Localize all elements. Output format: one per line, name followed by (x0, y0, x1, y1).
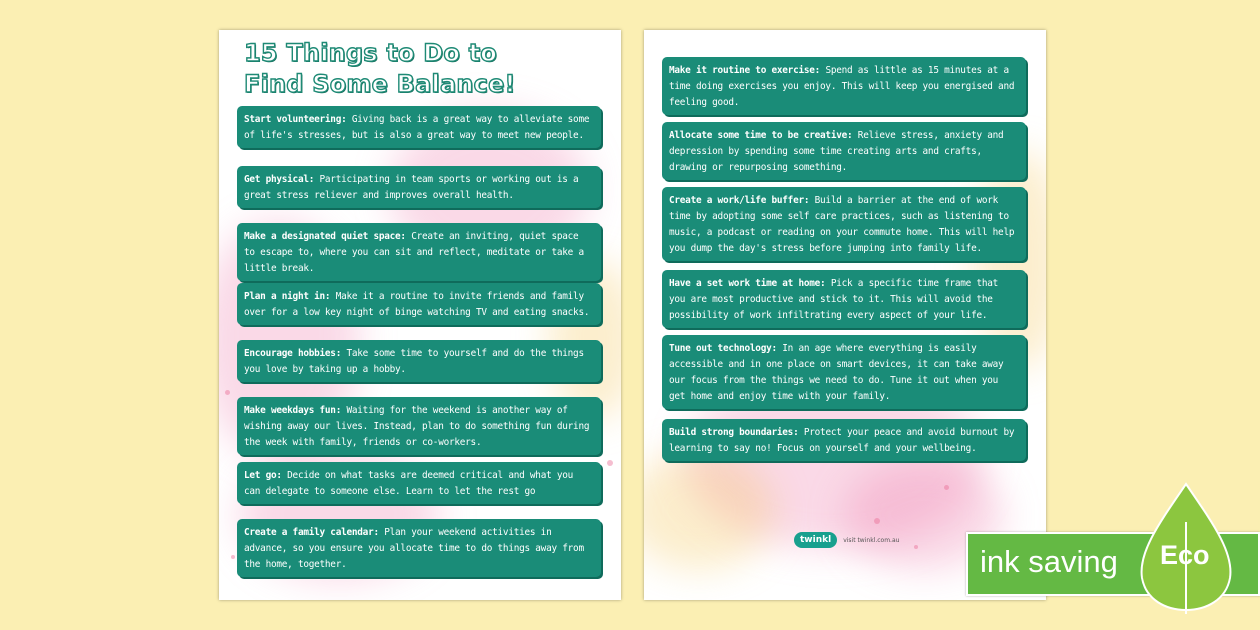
tip-text: Plan your weekend activities in advance, so you ensure you allocate time to do things away from the home, together. (244, 527, 584, 570)
tip-text: Make it a routine to invite friends and family over for a low key night of binge watching TV and eating snacks. (244, 291, 590, 318)
tip-card-get-physical (237, 166, 601, 208)
paint-dot (231, 555, 235, 559)
eco-banner-label: ink saving (980, 544, 1118, 579)
tip-card-creative (662, 122, 1026, 180)
logo-badge: twinkl (794, 532, 837, 548)
tip-text: Relieve stress, anxiety and depression by spending some time creating arts and crafts, drawing or repurposing something. (669, 130, 1004, 173)
tip-lead: Encourage hobbies: (244, 348, 342, 359)
tip-card-start-volunteering (237, 106, 601, 148)
paint-dot (225, 390, 230, 395)
tip-text: Pick a specific time frame that you are most productive and stick to it. This will avoid the possibility of work infiltrating every aspect of your life. (669, 278, 999, 321)
tip-text: Take some time to yourself and do the things you love by taking up a hobby. (244, 348, 584, 375)
tip-text: Build a barrier at the end of work time by adopting some self care practices, such as listening to music, a podcast or reading on your commute home. This will help you dump the day's stress before jumping into family life. (669, 195, 1015, 254)
page-title (244, 38, 516, 100)
tip-card-quiet-space (237, 223, 601, 281)
tip-card-night-in (237, 283, 601, 325)
title-line: Find Some Balance! (244, 70, 516, 98)
tip-text: Protect your peace and avoid burnout by learning to say no! Focus on yourself and your wellbeing. (669, 427, 1015, 454)
right-page (644, 30, 1046, 600)
tip-lead: Get physical: (244, 174, 315, 185)
tip-lead: Tune out technology: (669, 343, 777, 354)
paint-dot (944, 485, 949, 490)
tip-lead: Start volunteering: (244, 114, 347, 125)
tip-text: Decide on what tasks are deemed critical and what you can delegate to someone else. Learn to let the rest go (244, 470, 574, 497)
paint-dot (607, 460, 613, 466)
tip-card-hobbies (237, 340, 601, 382)
tip-lead: Allocate some time to be creative: (669, 130, 853, 141)
tip-text: In an age where everything is easily accessible and in one place on smart devices, it can take away our focus from the things we need to do. Tune it out when you get home and enjoy time with your family. (669, 343, 1004, 402)
tip-card-set-work-time (662, 270, 1026, 328)
tip-lead: Make weekdays fun: (244, 405, 342, 416)
left-page (219, 30, 621, 600)
tip-text: Waiting for the weekend is another way of wishing away our lives. Instead, plan to do something fun during the week with family, friends or co-workers. (244, 405, 590, 448)
twinkl-logo (794, 532, 899, 548)
tip-lead: Create a work/life buffer: (669, 195, 810, 206)
logo-url: visit twinkl.com.au (843, 536, 900, 544)
paint-dot (874, 518, 880, 524)
tip-text: Create an inviting, quiet space to escape to, where you can sit and reflect, meditate or take a little break. (244, 231, 584, 274)
tip-lead: Plan a night in: (244, 291, 331, 302)
tip-card-weekdays-fun (237, 397, 601, 455)
title-line: 15 Things to Do to (244, 39, 497, 67)
tip-lead: Build strong boundaries: (669, 427, 799, 438)
tip-lead: Create a family calendar: (244, 527, 379, 538)
tip-card-work-life-buffer (662, 187, 1026, 261)
tip-card-family-calendar (237, 519, 601, 577)
tip-lead: Make it routine to exercise: (669, 65, 821, 76)
tip-text: Giving back is a great way to alleviate some of life's stresses, but is also a great way to meet new people. (244, 114, 590, 141)
paint-dot (914, 545, 918, 549)
eco-badge-label: Eco (1160, 540, 1210, 570)
tip-text: Participating in team sports or working out is a great stress reliever and improves overall health. (244, 174, 579, 201)
tip-text: Spend as little as 15 minutes at a time doing exercises you enjoy. This will keep you energised and feeling good. (669, 65, 1015, 108)
tip-lead: Make a designated quiet space: (244, 231, 406, 242)
tip-card-exercise (662, 57, 1026, 115)
tip-lead: Let go: (244, 470, 282, 481)
tip-card-boundaries (662, 419, 1026, 461)
tip-card-tune-out-technology (662, 335, 1026, 409)
tip-card-let-go (237, 462, 601, 504)
tip-lead: Have a set work time at home: (669, 278, 826, 289)
